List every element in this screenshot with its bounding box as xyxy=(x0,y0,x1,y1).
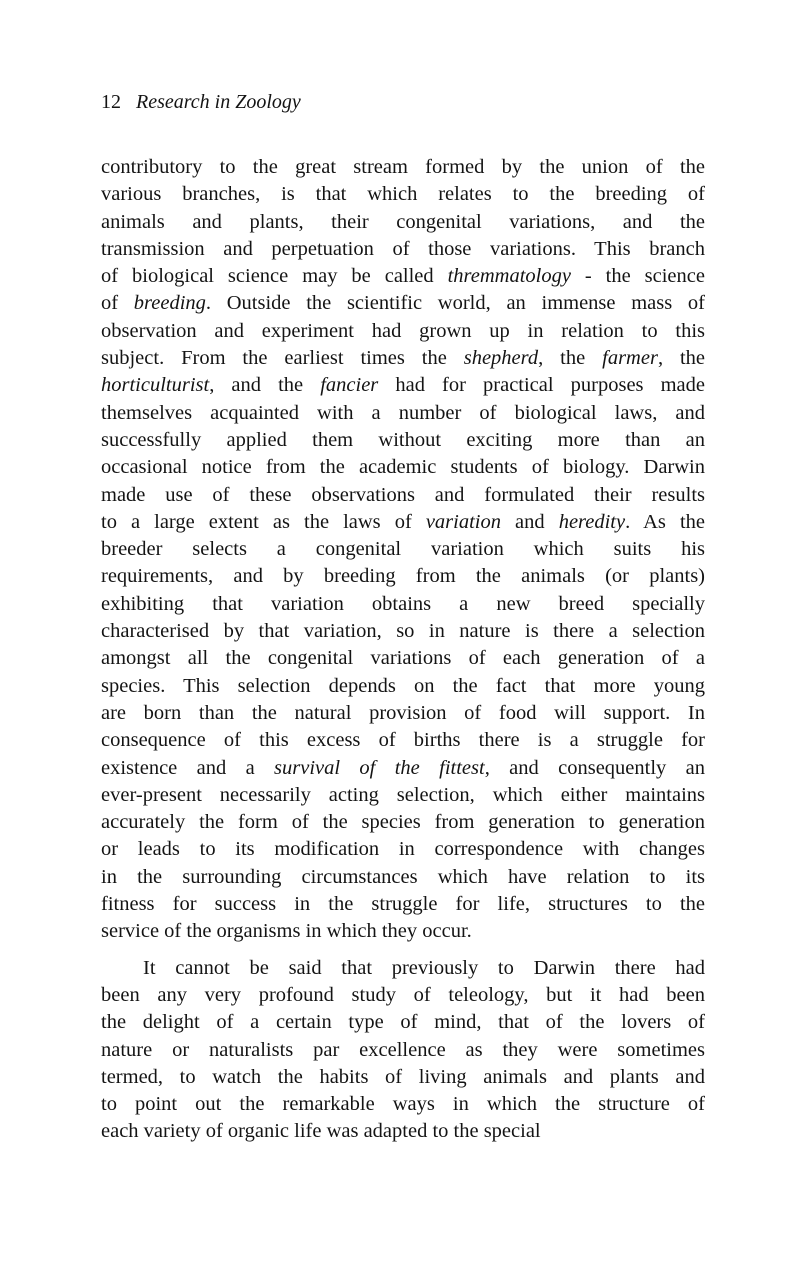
text-run: , and the xyxy=(209,374,321,397)
text-line xyxy=(101,673,705,700)
text-line xyxy=(101,782,705,809)
text-line xyxy=(101,345,705,372)
text-run: subject. From the earliest times the xyxy=(101,347,464,370)
text-run: observation and experiment had grown up in relation to this xyxy=(101,319,705,342)
text-run: consequence of this excess of births there is a struggle for xyxy=(101,729,705,752)
text-run: , the xyxy=(657,347,706,370)
text-line xyxy=(101,836,705,863)
paragraph-gap xyxy=(101,946,705,955)
italic-term: variation xyxy=(425,510,501,533)
text-line xyxy=(101,891,705,918)
text-run: service of the organisms in which they occur. xyxy=(101,920,472,943)
text-line xyxy=(101,864,705,891)
text-run: each variety of organic life was adapted to the special xyxy=(101,1120,541,1143)
text-run: . As the xyxy=(625,510,705,533)
text-run: fitness for success in the struggle for life, structures to the xyxy=(101,893,705,916)
text-line xyxy=(101,618,705,645)
body-text xyxy=(101,154,705,1146)
text-run: amongst all the congenital variations of each generation of a xyxy=(101,647,705,670)
text-run: exhibiting that variation obtains a new breed specially xyxy=(101,592,705,615)
text-run: themselves acquainted with a number of biological laws, and xyxy=(101,401,705,424)
text-line xyxy=(101,509,705,536)
text-run: - the science xyxy=(570,265,705,288)
text-run: successfully applied them without exciting more than an xyxy=(101,428,705,451)
text-run: breeder selects a congenital variation which suits his xyxy=(101,538,705,561)
text-line xyxy=(101,263,705,290)
text-line xyxy=(101,1091,705,1118)
text-line xyxy=(101,1009,705,1036)
italic-term: thremmatology xyxy=(447,265,571,288)
text-line xyxy=(101,809,705,836)
text-line xyxy=(101,454,705,481)
text-run: accurately the form of the species from generation to generation xyxy=(101,811,705,834)
running-head xyxy=(101,88,705,116)
text-line xyxy=(101,982,705,1009)
text-run: animals and plants, their congenital variations, and the xyxy=(101,210,705,233)
text-run: of xyxy=(101,292,134,315)
book-page xyxy=(101,88,705,1146)
text-run: . Outside the scientific world, an immense mass of xyxy=(205,292,705,315)
text-line xyxy=(101,482,705,509)
italic-term: shepherd xyxy=(463,347,539,370)
text-line xyxy=(101,154,705,181)
text-line xyxy=(101,372,705,399)
text-run: termed, to watch the habits of living animals and plants and xyxy=(101,1065,705,1088)
text-run: had for practical purposes made xyxy=(378,374,705,397)
text-run: been any very profound study of teleology, but it had been xyxy=(101,983,705,1006)
text-run: contributory to the great stream formed by the union of the xyxy=(101,156,705,178)
text-line xyxy=(101,209,705,236)
italic-term: survival of the fittest xyxy=(274,756,485,779)
text-run: or leads to its modification in correspondence with changes xyxy=(101,838,705,861)
text-run: are born than the natural provision of food will support. In xyxy=(101,701,705,724)
page-number: 12 xyxy=(101,91,121,113)
text-run: made use of these observations and formulated their results xyxy=(101,483,705,506)
text-line xyxy=(101,1118,705,1145)
text-run: requirements, and by breeding from the animals (or plants) xyxy=(101,565,705,588)
text-run: to point out the remarkable ways in which the structure of xyxy=(101,1093,705,1116)
text-line xyxy=(101,181,705,208)
text-run: occasional notice from the academic students of biology. Darwin xyxy=(101,456,705,479)
text-run: transmission and perpetuation of those variations. This branch xyxy=(101,237,705,260)
italic-term: breeding xyxy=(133,292,206,315)
text-line xyxy=(101,236,705,263)
running-title: Research in Zoology xyxy=(136,91,301,113)
text-run: It cannot be said that previously to Darwin there had xyxy=(143,956,705,979)
text-line xyxy=(101,290,705,317)
text-line xyxy=(101,727,705,754)
text-line xyxy=(101,563,705,590)
text-run: ever-present necessarily acting selection, which either maintains xyxy=(101,783,705,806)
text-run: existence and a xyxy=(101,756,275,779)
text-line xyxy=(101,400,705,427)
text-line xyxy=(101,955,705,982)
text-run: to a large extent as the laws of xyxy=(101,510,426,533)
text-line xyxy=(101,1037,705,1064)
text-run: various branches, is that which relates to the breeding of xyxy=(101,183,705,206)
text-line xyxy=(101,700,705,727)
text-line xyxy=(101,1064,705,1091)
text-run: characterised by that variation, so in nature is there a selection xyxy=(101,620,705,643)
text-run: of biological science may be called xyxy=(101,265,448,288)
italic-term: horticulturist xyxy=(101,374,210,397)
italic-term: fancier xyxy=(320,374,379,397)
text-line xyxy=(101,755,705,782)
text-line xyxy=(101,318,705,345)
text-run: and xyxy=(501,510,559,533)
text-run: , and consequently an xyxy=(484,756,705,779)
text-line xyxy=(101,427,705,454)
text-run: the delight of a certain type of mind, that of the lovers of xyxy=(101,1011,705,1034)
text-run: in the surrounding circumstances which have relation to its xyxy=(101,865,705,888)
text-line xyxy=(101,918,705,945)
paragraph xyxy=(101,955,705,1146)
italic-term: farmer xyxy=(602,347,658,370)
text-line xyxy=(101,591,705,618)
text-line xyxy=(101,645,705,672)
text-line xyxy=(101,536,705,563)
text-run: nature or naturalists par excellence as they were sometimes xyxy=(101,1038,705,1061)
text-run: , the xyxy=(538,347,603,370)
italic-term: heredity xyxy=(558,510,626,533)
text-run: species. This selection depends on the fact that more young xyxy=(101,674,705,697)
paragraph xyxy=(101,154,705,946)
